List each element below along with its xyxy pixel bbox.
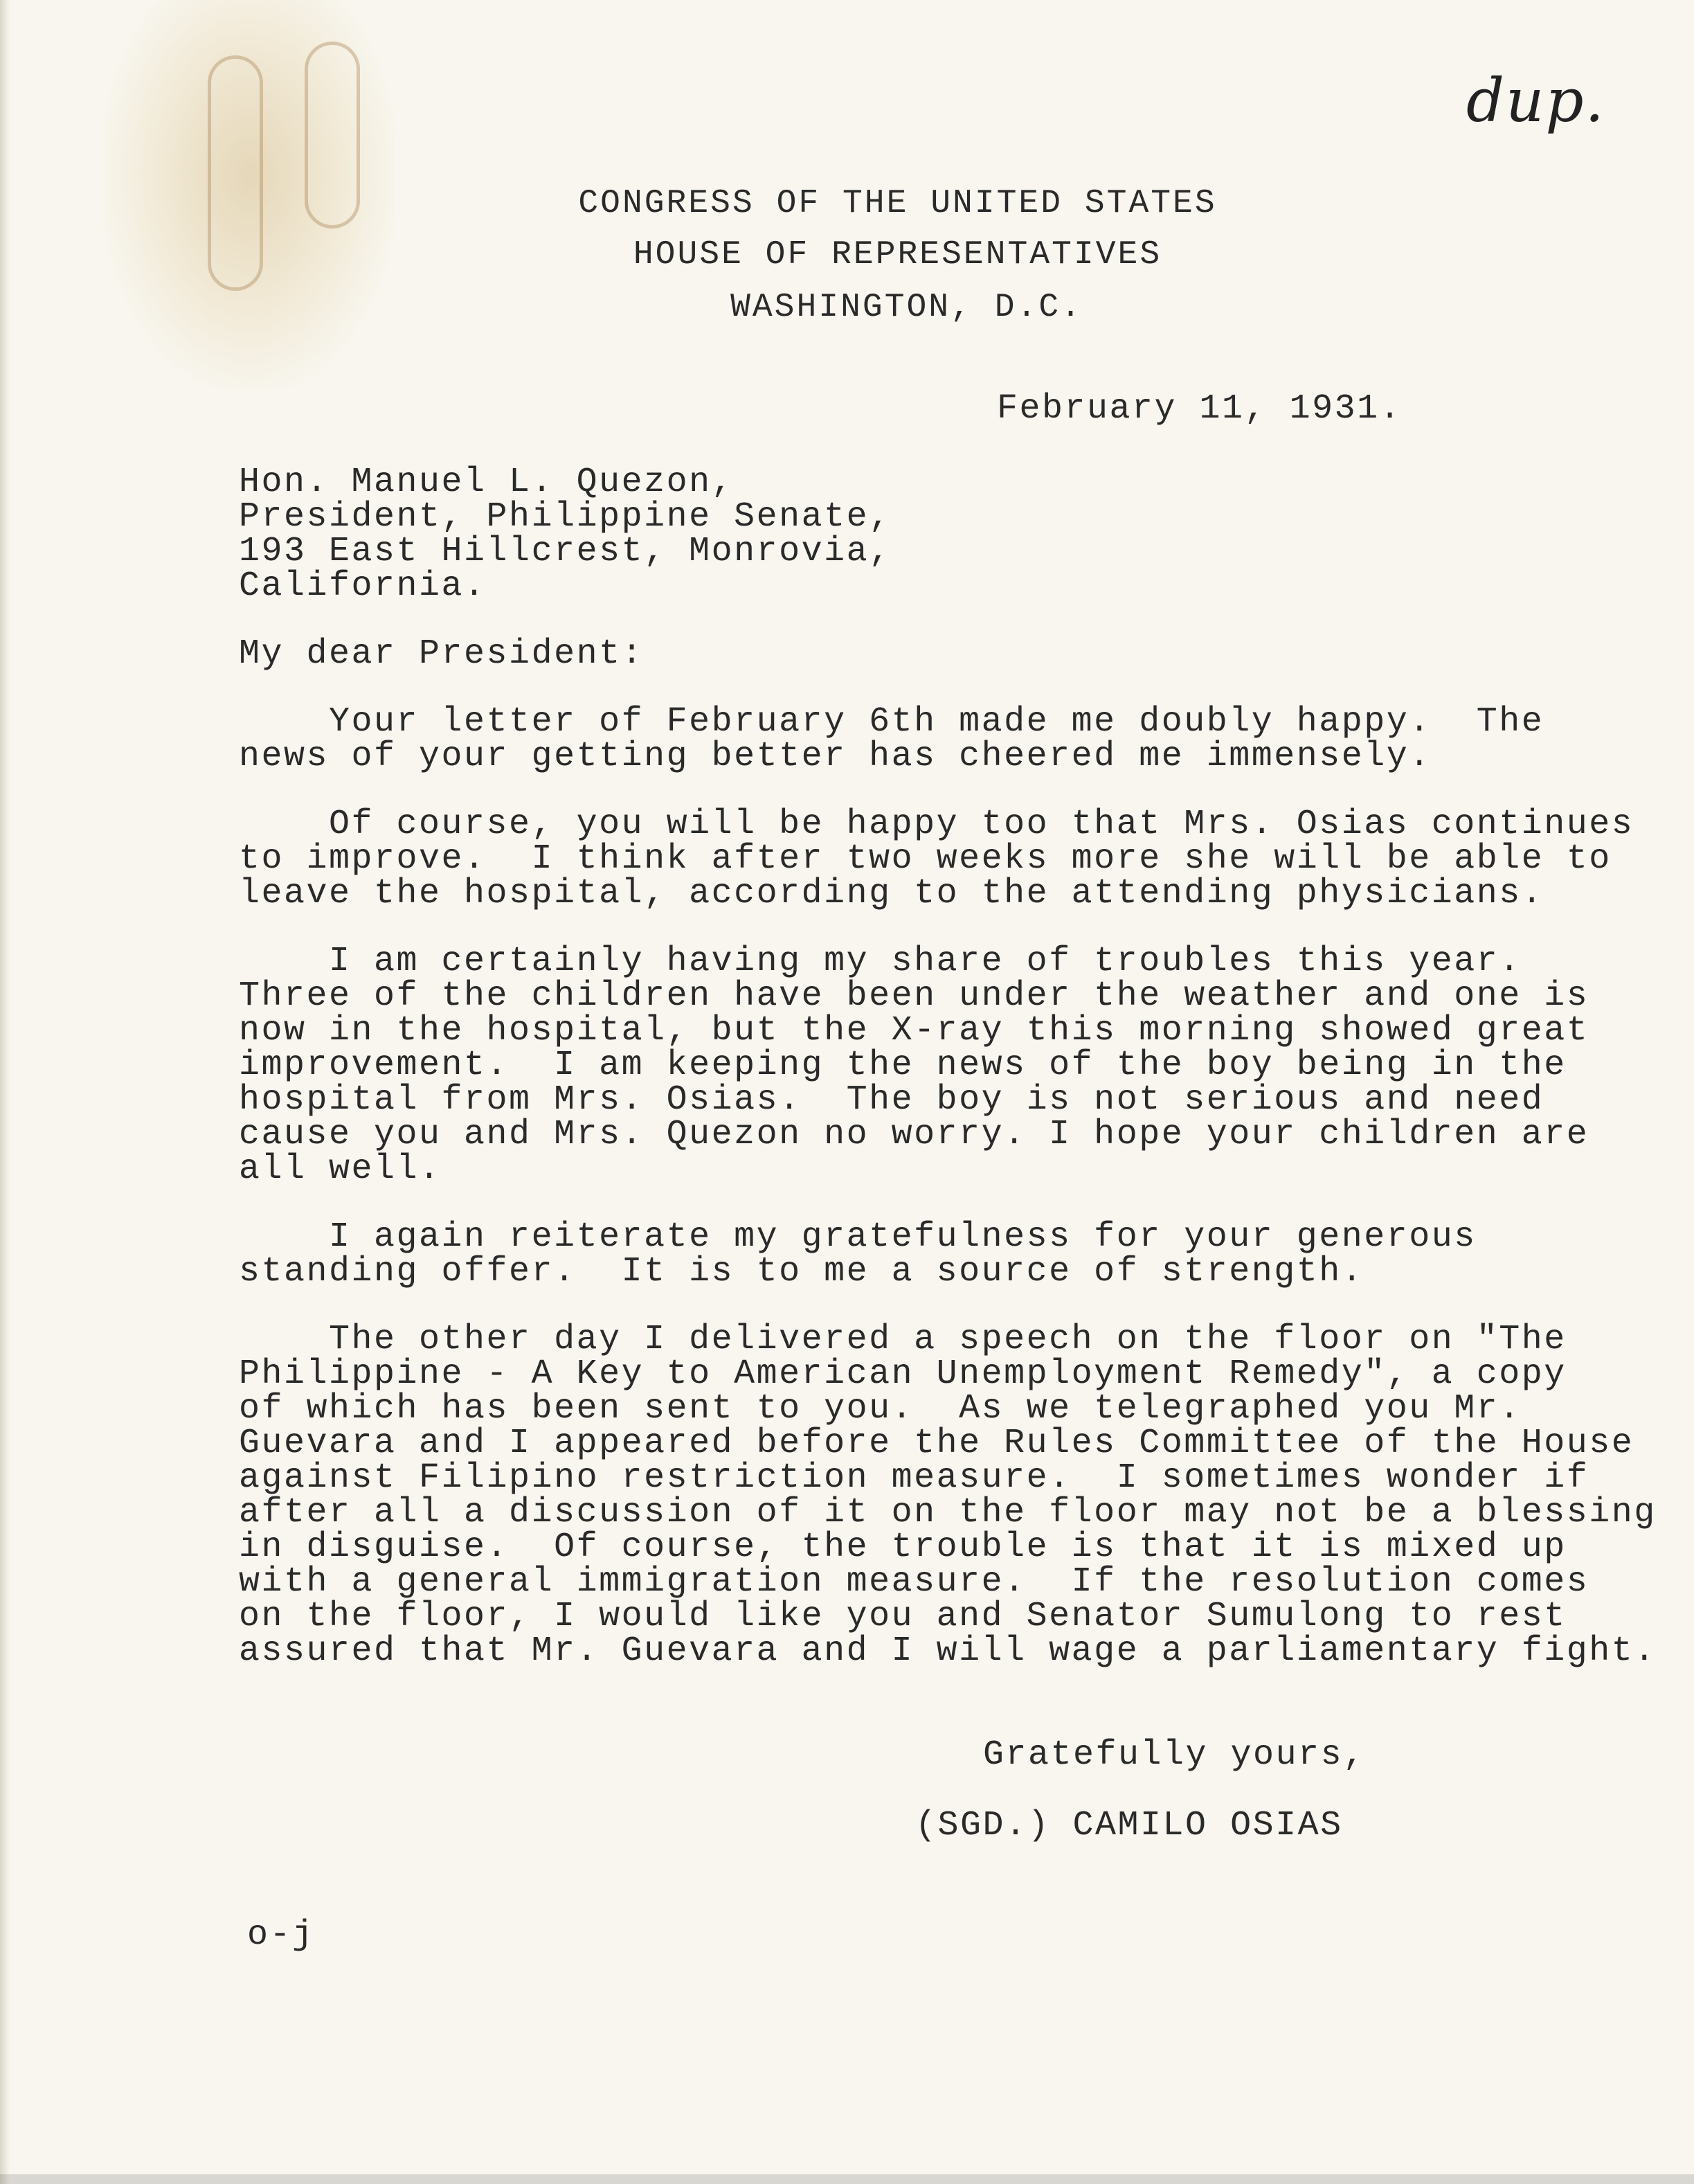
paragraph-5-line: The other day I delivered a speech on the floor on "The: [239, 1320, 1567, 1359]
paragraph-3-line: now in the hospital, but the X-ray this morning showed great: [239, 1011, 1589, 1050]
paragraph-4-line: I again reiterate my gratefulness for your generous: [239, 1217, 1477, 1257]
paragraph-5-line: of which has been sent to you. As we telegraphed you Mr.: [239, 1389, 1522, 1429]
paragraph-4-line: standing offer. It is to me a source of strength.: [239, 1252, 1364, 1291]
paragraph-5-line: after all a discussion of it on the floor may not be a blessing: [239, 1493, 1657, 1532]
address-line-4: California.: [239, 566, 487, 606]
paragraph-5-line: on the floor, I would like you and Senator Sumulong to rest: [239, 1597, 1567, 1636]
paragraph-3-line: I am certainly having my share of troubles this year.: [239, 942, 1522, 981]
salutation: My dear President:: [239, 634, 645, 674]
address-line-2: President, Philippine Senate,: [239, 497, 892, 537]
paragraph-5-line: Guevara and I appeared before the Rules Committee of the House: [239, 1424, 1634, 1463]
typist-initials: o-j: [247, 1915, 315, 1955]
paragraph-3-line: Three of the children have been under the weather and one is: [239, 976, 1589, 1016]
paragraph-5-line: in disguise. Of course, the trouble is that it is mixed up: [239, 1528, 1567, 1567]
paragraph-3-line: all well.: [239, 1149, 442, 1189]
paragraph-5-line: with a general immigration measure. If the resolution comes: [239, 1562, 1589, 1602]
address-line-3: 193 East Hillcrest, Monrovia,: [239, 532, 892, 571]
signature: (SGD.) CAMILO OSIAS: [915, 1806, 1343, 1845]
letter-date: February 11, 1931.: [997, 389, 1403, 429]
letterhead-line-2: HOUSE OF REPRESENTATIVES: [633, 236, 1162, 274]
paragraph-1-line: news of your getting better has cheered me immensely.: [239, 737, 1432, 776]
paragraph-2-line: to improve. I think after two weeks more she will be able to: [239, 839, 1612, 879]
paragraph-5-line: assured that Mr. Guevara and I will wage a parliamentary fight.: [239, 1631, 1657, 1671]
paragraph-2-line: leave the hospital, according to the attending physicians.: [239, 874, 1544, 913]
paragraph-5-line: against Filipino restriction measure. I sometimes wonder if: [239, 1458, 1589, 1498]
paragraph-3-line: cause you and Mrs. Quezon no worry. I hope your children are: [239, 1115, 1589, 1154]
letterhead-line-3: WASHINGTON, D.C.: [730, 289, 1083, 326]
paragraph-5-line: Philippine - A Key to American Unemployment Remedy", a copy: [239, 1354, 1567, 1394]
address-line-1: Hon. Manuel L. Quezon,: [239, 463, 735, 502]
letterhead-line-1: CONGRESS OF THE UNITED STATES: [578, 185, 1217, 222]
paragraph-2-line: Of course, you will be happy too that Mrs. Osias continues: [239, 805, 1634, 844]
closing: Gratefully yours,: [983, 1735, 1366, 1775]
paragraph-3-line: improvement. I am keeping the news of the boy being in the: [239, 1046, 1567, 1085]
paragraph-3-line: hospital from Mrs. Osias. The boy is not serious and need: [239, 1080, 1544, 1120]
handwritten-annotation: dup.: [1466, 66, 1605, 136]
scan-bottom-edge: [0, 2174, 1694, 2184]
paper-edge-shadow: [0, 0, 10, 2184]
paragraph-1-line: Your letter of February 6th made me doubly happy. The: [239, 702, 1544, 742]
